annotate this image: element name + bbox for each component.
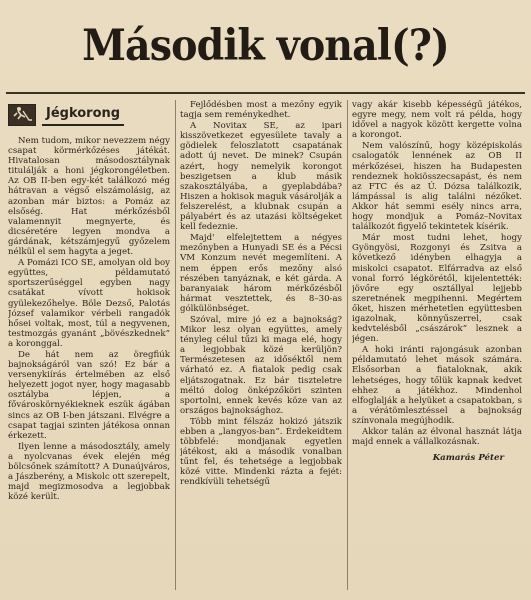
paragraph: A Pomázi ICO SE, amolyan old boy együttes, példamutató sportszerűséggel egyben nagy csatákat vívott hokisok gyülekezőhelye. Böle Dezső, Palotás József valamikor vérbeli rangadók hősei voltak, most, túl a negyvenen, testmozgás gyanánt „bövészkednek” a koronggal. xyxy=(8,258,170,349)
column-separator xyxy=(175,100,176,590)
paragraph: Már most tudni lehet, hogy Gyöngyösi, Rozgonyi és Zsitva a következő idényben elhagyja a miskolci csapatot. Elfárradva az első vonal forró légkörétől, kijelentették: jövőre egy osztállyal lejjebb szeretnének megpihenni. Megértem őket, hiszen mérhetetlen együttesben igazolnak, könnyűszerrel, csak kedvtelésből „császárok” lesznek a jégen. xyxy=(352,233,522,345)
paragraph: Nem tudom, mikor nevezzem négy csapat körmérkőzéses játékát. Hivatalosan másodosztálynak titulálják a honi jégkorongéletben. Az OB II-ben egy-két találkozó még hátravan a végső elszámolásig, az azonban már biztos: a Pomáz az elsőség. Hat mérkőzésből valamennyit megnyerte, és dicséretére legyen mondva a gárdának, kétszámjegyű győzelem nélkül el sem hagyta a jeget. xyxy=(8,136,170,258)
paragraph: A Novitax SE, az ipari kisszövetkezet egyesülete tavaly a gödielek feloszlatott csapatának adott új nevet. De minek? Csupán azért, hogy nemelyik korongot beszigetsen a klub másik szakosztályába, a gyeplabdába? Hiszen a hokisok maguk vásárolják a felszerelést, a klubnak csupán a pályabért és az utazási költségeket kell fedeznie. xyxy=(180,121,342,233)
paragraph: De hát nem az öregfiúk bajnokságáról van szó! Ez bár a versenykiírás értelmében az első helyezett jogot nyer, hogy magasabb osztályba lépjen, a fővároskörnyékieknek eszük ágában sincs az OB I-ben játszani. Elvégre a csapat tagjai szinten játékosa onnan érkezett. xyxy=(8,349,170,441)
paragraph: Fejlődésben most a mezőny egyik tagja sem reménykedhet. xyxy=(180,100,342,121)
hockey-player-icon xyxy=(8,104,36,126)
paragraph: vagy akár kisebb képességű játékos, egyre megy, nem volt rá példa, hogy idővel a nagyok között kergette volna a korongot. xyxy=(352,100,522,141)
column-separator xyxy=(347,100,348,590)
paragraph: Akkor talán az élvonal hasznát látja majd ennek a vállalkozásnak. xyxy=(352,427,522,448)
paragraph: Szóval, mire jó ez a bajnokság? Mikor lesz olyan együttes, amely tényleg célul tűzi ki maga elé, hogy a legjobbak közé kerüljön? Természetesen az időséktől nem várható ez. A fiatalok pedig csak eljátszogatnak. Ez bár tiszteletre méltó dolog önképzőköri szinten sportolni, ennek kevés köze van az országos bajnoksághoz. xyxy=(180,314,342,416)
article-column-3 xyxy=(352,100,522,596)
section-header xyxy=(8,104,170,126)
paragraph: Nem valószínű, hogy középiskolás csalogatók lennének az OB II mérkőzései, hiszen ha Budapesten rendeznek hokiösszecsapást, és nem az FTC és az Ú. Dózsa találkozik, lámpással is alig találni nézőket. Akkor hát semmi esély nincs arra, hogy mondjuk a Pomáz–Novitax találkozót figyelő tekintetek kísérik. xyxy=(352,141,522,233)
headline-rule xyxy=(6,92,525,94)
paragraph: A hoki iránti rajongásuk azonban példamutató lehet mások számára. Elsősorban a fiataloknak, akik lehetséges, hogy tőlük kapnak kedvet ehhez a játékhoz. Mindenhol elfoglalják a helyüket a csapatokban, s a vérátömlesztéssel a bajnokság színvonala megújhodik. xyxy=(352,345,522,426)
headline: Második vonal(?) xyxy=(82,21,449,71)
article-column-2 xyxy=(180,100,342,596)
author-byline: Kamarás Péter xyxy=(432,453,504,464)
section-title: Jégkorong xyxy=(42,104,124,126)
article-column-1 xyxy=(8,100,170,596)
paragraph: Ilyen lenne a másodosztály, amely a nyolcvanas évek elején még bölcsőnek számított? A Dunaújváros, a Jászberény, a Miskolc ott szerepelt, majd megizmosodva a legjobbak közé került. xyxy=(8,441,170,503)
paragraph: Majd' elfelejtettem a négyes mezőnyben a Hunyadi SE és a Pécsi VM Konzum nevét megemlíteni. A nem éppen erős mezőny alsó részében tanyáznak, e két gárda. A baranyaiak három mérkőzésből hármat vesztettek, és 8–30-as gólkülönbséget. xyxy=(180,233,342,314)
paragraph: Több mint félszáz hokizó játszik ebben a „langyos-ban”. Érdekeidtem többfelé: mondjanak egyetlen játékost, aki a második vonalban tűnt fel, és tehetsége a legjobbak közé vitte. Mindenki rázta a fejét: rendkívüli tehetségű xyxy=(180,416,342,488)
